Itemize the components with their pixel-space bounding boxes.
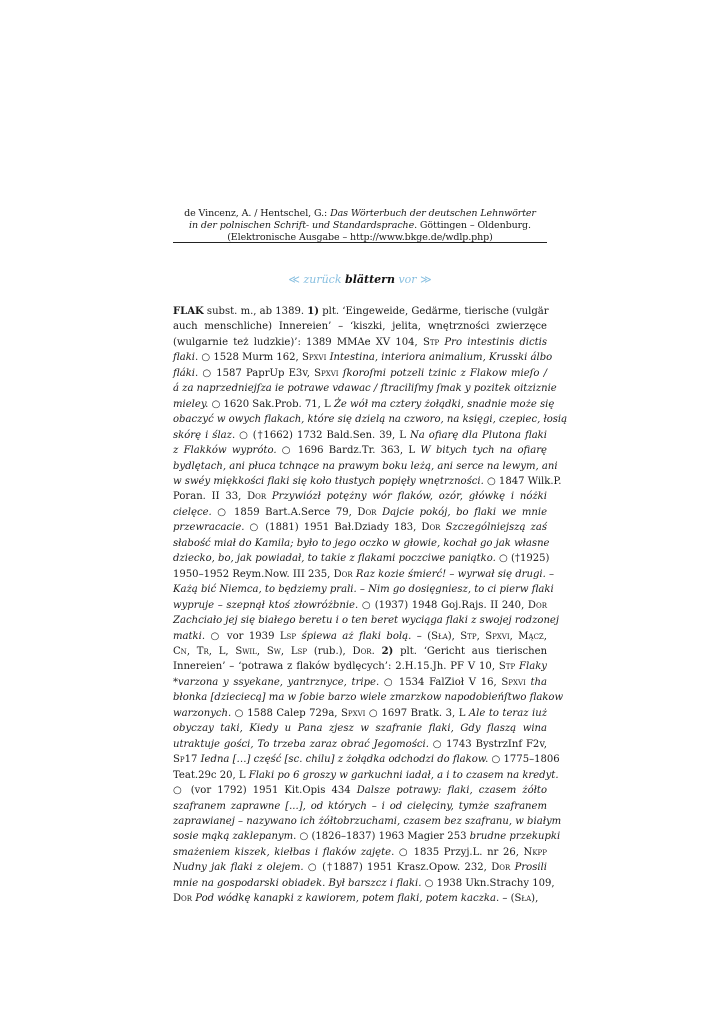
entry-text-segment: Dor (173, 893, 193, 905)
entry-text-segment: ○ 1847 Wilk.P. (483, 475, 562, 487)
entry-text-segment: Dor (357, 506, 377, 518)
entry-text-segment: Dor (333, 568, 353, 580)
entry-text-segment: – ( (411, 630, 432, 642)
entry-text-segment: Flaky (519, 661, 547, 673)
entry-text-segment: plt. ‘Gericht aus tierischen (393, 645, 548, 657)
entry-line (173, 443, 547, 458)
entry-line (173, 876, 555, 891)
entry-text-segment: ○ 1528 Murm 162, (198, 352, 302, 364)
entry-line (173, 412, 568, 427)
entry-text-segment: Przywiózł potężny wór flaków, ozór, główkę i nóżki (271, 491, 547, 503)
entry-text-segment: (rub.), (307, 645, 353, 657)
entry-text-segment: Spxvi (501, 676, 526, 688)
entry-text-segment: Sła (514, 893, 532, 905)
entry-text-segment: brudne przekupki (469, 831, 561, 843)
entry-text-segment: ○ (1937) 1948 Goj.Rajs. II 240, (358, 599, 528, 611)
entry-line (173, 737, 547, 752)
header-divider (173, 242, 547, 243)
entry-text-segment: ○ 1775–1806 (488, 754, 560, 766)
citation-header (173, 208, 547, 244)
entry-line (173, 582, 554, 597)
entry-text-segment: . (371, 645, 382, 657)
citation-edition-url: (Elektronische Ausgabe – http://www.bkge.de/wdlp.php) (227, 232, 493, 243)
entry-line (173, 505, 547, 520)
entry-line (173, 567, 555, 582)
entry-text-segment: Dor (527, 599, 547, 611)
entry-text-segment: Dalsze potrawy: flaki, czasem żółto (356, 785, 547, 797)
entry-line (173, 629, 547, 644)
entry-text-segment: błonka [dzieciecą] ma w ſobie barzo wiele zmarzkow napodobieńſtwo flakow (173, 692, 564, 704)
entry-line (173, 366, 547, 381)
forward-arrow-icon[interactable]: ≫ (420, 273, 432, 286)
entry-text-segment: ○ 1620 Sak.Prob. 71, L (208, 398, 334, 410)
entry-line (173, 845, 547, 860)
entry-line (173, 891, 547, 906)
citation-title-part-1: Das Wörterbuch der deutschen Lehnwörter (330, 208, 536, 219)
entry-text-segment: Teat.29c 20, L (173, 769, 249, 781)
entry-text-segment: smażeniem kiszek, kiełbas i flaków zajęte. (173, 846, 395, 858)
back-link[interactable]: zurück (303, 273, 342, 286)
entry-text-segment: cielęce. (173, 506, 212, 518)
entry-text-segment: warzonych. (173, 707, 232, 719)
entry-line (173, 860, 547, 875)
entry-line (173, 644, 547, 659)
entry-text-segment: FLAK (173, 306, 204, 317)
entry-line (173, 690, 564, 705)
entry-text-segment: ○ 1534 FalZioł V 16, (379, 676, 502, 688)
entry-text-segment: plt. ‘Eingeweide, Gedärme, tierische (vulgär (319, 306, 549, 317)
entry-line (173, 613, 559, 628)
entry-line (173, 675, 547, 690)
entry-line (173, 721, 547, 736)
entry-text-segment: Nudny jak flaki z olejem. (173, 862, 304, 874)
entry-text-segment: flaki. (173, 352, 199, 364)
entry-text-segment: bydlętach, ani płuca tchnące na prawym boku leżą, ani serce na lewym, ani (173, 460, 558, 472)
entry-text-segment: ○ (†1925) (495, 553, 550, 565)
entry-line (173, 768, 559, 783)
entry-text-segment: Zachciało jej się białego beretu i o ten beret wyciąga flaki z swojej rodzonej (173, 615, 559, 627)
entry-text-segment: Raz kozie śmierć! – wyrwał się drugi. – (355, 568, 555, 580)
entry-text-segment: Tr (196, 645, 209, 657)
entry-text-segment: Mącz (518, 630, 544, 642)
entry-text-segment: , (543, 630, 547, 642)
entry-text-segment: , L, (208, 645, 236, 657)
citation-publisher: . Göttingen – Oldenburg. (414, 220, 531, 231)
entry-line (173, 397, 555, 412)
entry-text-segment: obyczay taki, Kiedy u Pana zjesz w szafranie flaki, Gdy flaszą wina (173, 723, 547, 735)
entry-text-segment: 1) (307, 306, 319, 317)
entry-text-segment: Spxvi (341, 707, 366, 719)
entry-text-segment: Że wół ma cztery żołądki, snadnie może się (333, 398, 555, 410)
citation-authors: de Vincenz, A. / Hentschel, G.: (184, 208, 331, 219)
entry-text-segment: *varzona y ssyekane, yantrznyce, tripe. (173, 676, 380, 688)
entry-text-segment: Spxvi (301, 352, 327, 364)
entry-text-segment: , (186, 645, 197, 657)
entry-line (173, 706, 547, 721)
entry-text-segment: Ale to teraz iuż (468, 707, 547, 719)
entry-line (173, 520, 547, 535)
entry-line (173, 829, 561, 844)
entry-text-segment: ○ (1826–1837) 1963 Magier 253 (296, 831, 470, 843)
entry-text-segment: Dor (352, 645, 372, 657)
entry-text-segment: Pod wódkę kanapki z kawiorem, potem flaki, potem kaczka. (195, 893, 500, 905)
entry-text-segment: – ( (499, 893, 515, 905)
entry-text-segment: ), (531, 893, 539, 905)
entry-text-segment: utraktuje gości, To trzeba zaraz obrać Jegomości. (173, 738, 429, 750)
entry-text-segment: Stp (422, 336, 440, 348)
entry-text-segment: , (476, 630, 486, 642)
entry-text-segment: ), (447, 630, 461, 642)
entry-text-segment: Lsp (290, 645, 308, 657)
entry-text-segment: Spxvi (314, 367, 339, 379)
entry-text-segment: ○ (1881) 1951 Bał.Dziady 183, (244, 522, 422, 534)
entry-text-segment: ○ vor 1939 (205, 630, 280, 642)
citation-line-2 (173, 220, 547, 232)
entry-text-segment: Stp (498, 661, 516, 673)
entry-text-segment: fláki. (173, 367, 199, 379)
entry-text-segment: Intestina, interiora animalium, Krusski álbo (329, 352, 553, 364)
entry-line (173, 489, 547, 504)
entry-line (173, 459, 558, 474)
entry-text-segment: Dor (491, 862, 511, 874)
entry-text-segment: Sp17 (173, 754, 198, 766)
entry-text-segment: , (256, 645, 267, 657)
entry-line (173, 304, 547, 319)
entry-text-segment: śpiewa aż flaki bolą. (301, 630, 412, 642)
entry-line (173, 799, 547, 814)
entry-text-segment: Dor (421, 522, 441, 534)
entry-text-segment: ſkoroſmi potzeli tzinic z Flakow mieſo / (342, 367, 547, 379)
entry-text-segment: obaczyć w owych flakach, które się dzielą na czworo, na księgi, czepiec, łosią (173, 414, 568, 426)
entry-text-segment: Dajcie pokój, bo flaki we mnie (382, 506, 548, 518)
entry-text-segment: Sła (431, 630, 448, 642)
entry-text-segment: tha (530, 676, 547, 688)
entry-text-segment: ○ 1588 Calep 729a, (231, 707, 342, 719)
entry-text-segment: sosie mąką zaklepanym. (173, 831, 297, 843)
entry-text-segment: ○ 1835 Przyj.L. nr 26, (394, 846, 524, 858)
entry-line (173, 814, 562, 829)
entry-text-segment: auch menschliche) Innereien’ – ‘kiszki, jelita, wnętrzności zwierzęce (173, 321, 547, 333)
entry-line (173, 474, 562, 489)
entry-text-segment: słabość miał do Kamila; było to jego oczko w głowie, kochał go jak własne (173, 537, 550, 549)
entry-line (173, 551, 550, 566)
entry-text-segment: ○ 1696 Bardz.Tr. 363, L (276, 445, 421, 457)
entry-text-segment: ○ 1859 Bart.A.Serce 79, (211, 506, 358, 518)
entry-text-segment: W bitych tych na ofiarę (420, 445, 547, 457)
entry-line (173, 350, 553, 365)
entry-line (173, 335, 547, 350)
browse-label: blättern (345, 273, 395, 286)
entry-text-segment: Iedna […] część [sc. chilu] z żołądka odchodzi do flakow. (200, 754, 489, 766)
entry-text-segment: Cn (173, 645, 187, 657)
entry-text-segment: á za naprzedniejſza ie potrawe vdawac / ſtraciliſmy ſmak y pozitek oitziznie (173, 383, 557, 395)
entry-line (173, 598, 547, 613)
entry-text-segment: matki. (173, 630, 206, 642)
entry-line (173, 783, 547, 798)
entry-text-segment: 2) (381, 645, 394, 657)
dictionary-entry (173, 304, 568, 907)
back-arrow-icon[interactable]: ≪ (288, 273, 300, 286)
entry-line (173, 319, 547, 334)
entry-line (173, 659, 547, 674)
entry-line (173, 381, 557, 396)
entry-text-segment: skórę i ślaz. (173, 429, 236, 441)
entry-text-segment: przewracacie. (173, 522, 245, 534)
entry-text-segment: Nkpp (523, 846, 547, 858)
entry-text-segment: ○ 1697 Bratk. 3, L (365, 707, 469, 719)
entry-line (173, 536, 550, 551)
entry-text-segment: ○ (†1887) 1951 Krasz.Opow. 232, (303, 862, 492, 874)
entry-text-segment: Innereien’ – ‘potrawa z flaków bydlęcych’: 2.H.15.Jh. PF V 10, (173, 661, 499, 673)
page-navigation (173, 273, 547, 286)
entry-text-segment: zaprawianej – nazywano ich żółtobrzuchami, czasem bez szafranu, w białym (173, 815, 562, 827)
entry-text-segment: szafranem zaprawne [...], od których – i od cielęciny, tymże szafranem (173, 800, 547, 812)
forward-link[interactable]: vor (398, 273, 417, 286)
entry-text-segment: Spxvi (485, 630, 510, 642)
citation-line-1 (173, 208, 547, 220)
entry-text-segment: Każą bić Niemca, to będziemy prali. – Nim go dosięgniesz, to ci pierw flaki (173, 584, 554, 596)
entry-text-segment: Dor (247, 491, 267, 503)
entry-text-segment: (wulgarnie też ludzkie)’: 1389 MMAe XV 104, (173, 336, 423, 348)
entry-text-segment: , (280, 645, 291, 657)
citation-title-part-2: in der polnischen Schrift- und Standardsprache (189, 220, 415, 231)
entry-text-segment: Szczególniejszą zaś (445, 522, 547, 534)
entry-text-segment: ○ (†1662) 1732 Bald.Sen. 39, L (235, 429, 410, 441)
entry-line (173, 428, 547, 443)
entry-text-segment: ○ (vor 1792) 1951 Kit.Opis 434 (173, 785, 357, 797)
entry-text-segment: ○ 1743 BystrzInf F2v, (428, 738, 547, 750)
entry-text-segment: wypruje – szepnął ktoś złowróżbnie. (173, 599, 359, 611)
entry-text-segment: Stp (460, 630, 477, 642)
entry-text-segment: z Flakków wypróto. (173, 445, 277, 457)
entry-text-segment: w swéy miękkości flaki się koło tłustych popięły wnętrzności. (173, 475, 484, 487)
entry-text-segment: ○ 1938 Ukn.Strachy 109, (421, 877, 555, 889)
entry-text-segment: Lsp (279, 630, 297, 642)
entry-text-segment: Pro intestinis dictis (444, 336, 548, 348)
entry-text-segment: Sw (266, 645, 281, 657)
entry-text-segment: mnie na gospodarski obiadek. Był barszcz i flaki. (173, 877, 422, 889)
entry-text-segment: Na ofiarę dla Plutona flaki (409, 429, 547, 441)
entry-text-segment: ○ 1587 PaprUp E3v, (198, 367, 315, 379)
entry-text-segment: Flaki po 6 groszy w garkuchni iadał, a i to czasem na kredyt. (248, 769, 559, 781)
entry-text-segment: Swil (235, 645, 257, 657)
entry-text-segment: mieley. (173, 398, 209, 410)
entry-line (173, 752, 560, 767)
entry-text-segment: Poran. II 33, (173, 491, 248, 503)
entry-text-segment: Prosili (514, 862, 547, 874)
entry-text-segment: subst. m., ab 1389. (203, 306, 308, 317)
entry-text-segment: 1950–1952 Reym.Now. III 235, (173, 568, 334, 580)
entry-text-segment: , (509, 630, 519, 642)
entry-text-segment: dziecko, bo, jak powiadał, to takie z flakami poczciwe paniątko. (173, 553, 496, 565)
